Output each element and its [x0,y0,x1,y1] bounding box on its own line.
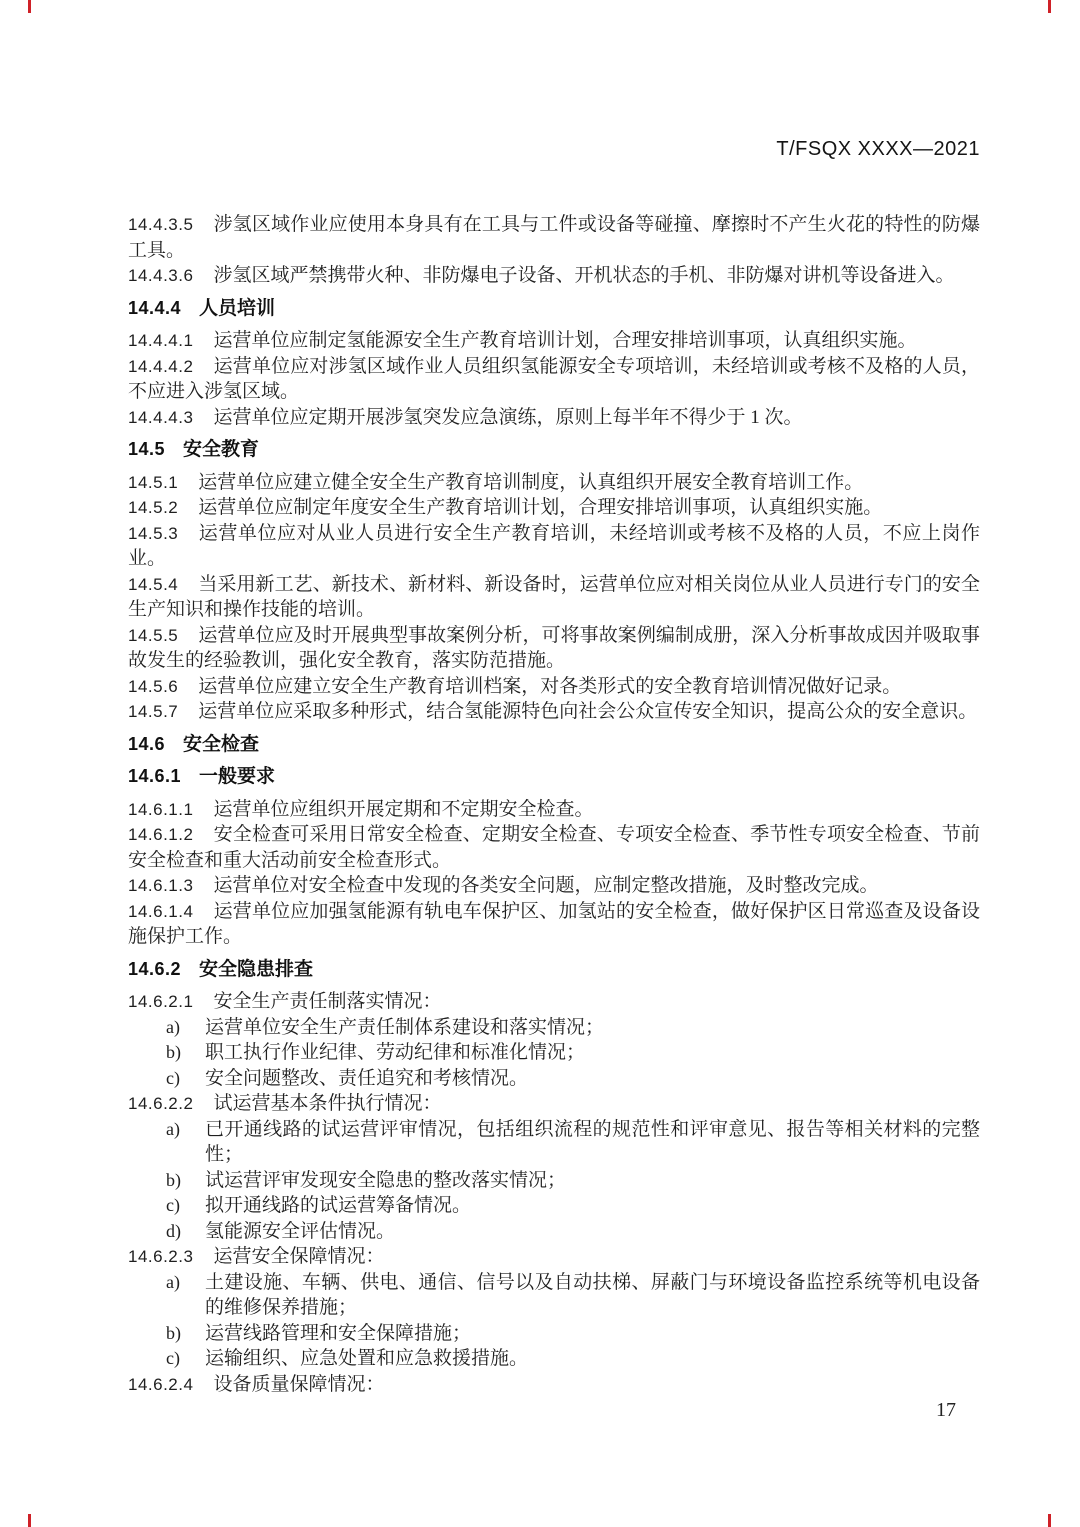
clause-number: 14.4.4.1 [128,331,194,350]
list-item-text: 试运营评审发现安全隐患的整改落实情况； [205,1169,567,1191]
clause-text: 运营单位应建立健全安全生产教育培训制度，认真组织开展安全教育培训工作。 [198,471,864,493]
clause-number: 14.6.1.1 [128,799,194,819]
clause-number: 14.5.1 [128,472,179,492]
clause-paragraph [128,989,980,1015]
heading-number: 14.6.1 [128,766,182,786]
list-item [128,1219,980,1245]
clause-number: 14.4.4.2 [128,356,194,376]
clause-paragraph [128,1372,980,1398]
clause-text: 运营单位应加强氢能源有轨电车保护区、加氢站的安全检查，做好保护区日常巡查及设备设施保护工作。 [128,900,980,947]
clause-paragraph [128,674,980,700]
clause-paragraph [128,521,980,572]
clause-paragraph [128,1244,980,1270]
clause-paragraph [128,899,980,950]
standard-code-header: T/FSQX XXXX—2021 [776,138,980,160]
clause-number: 14.6.1.3 [128,876,194,895]
list-item-label: a) [166,1271,180,1292]
clause-number: 14.5.3 [128,523,179,543]
clause-text: 运营安全保障情况： [213,1246,385,1267]
list-item [128,1346,980,1372]
heading-number: 14.5 [128,439,166,459]
list-item-text: 已开通线路的试运营评审情况，包括组织流程的规范性和评审意见、报告等相关材料的完整性； [205,1118,980,1165]
clause-number: 14.6.2.4 [128,1374,194,1394]
clause-number: 14.5.5 [128,625,179,645]
list-item-label: b) [166,1042,181,1062]
heading-number: 14.6 [128,733,166,754]
list-item-label: a) [166,1118,180,1139]
clause-number: 14.5.7 [128,702,179,721]
clause-paragraph [128,623,980,674]
clause-paragraph [128,797,980,823]
list-item-text: 安全问题整改、责任追究和考核情况。 [205,1067,529,1089]
list-item-text: 运营线路管理和安全保障措施； [205,1322,472,1344]
clause-paragraph [128,1091,980,1117]
heading-number: 14.6.2 [128,958,182,979]
clause-text: 运营单位应采取多种形式，结合氢能源特色向社会公众宣传安全知识，提高公众的安全意识。 [198,701,978,722]
clause-text: 涉氢区域作业应使用本身具有在工具与工件或设备等碰撞、摩擦时不产生火花的特性的防爆工具。 [128,214,980,261]
clause-number: 14.4.3.6 [128,266,194,285]
crop-mark-bottom-right [1048,1514,1051,1527]
heading-text: 安全隐患排查 [199,958,314,980]
clause-text: 运营单位应对涉氢区域作业人员组织氢能源安全专项培训，未经培训或考核不及格的人员，不应进入涉氢区域。 [128,355,980,402]
clause-text: 运营单位应定期开展涉氢突发应急演练，原则上每半年不得少于 1 次。 [213,406,803,428]
crop-mark-top-right [1048,0,1051,13]
clause-text: 运营单位应制定年度安全生产教育培训计划，合理安排培训事项，认真组织实施。 [198,497,883,518]
clause-paragraph [128,873,980,899]
list-item-text: 职工执行作业纪律、劳动纪律和标准化情况； [205,1042,586,1063]
list-item [128,1117,980,1168]
section-heading [128,957,980,983]
heading-text: 安全检查 [183,733,260,755]
clause-number: 14.6.1.2 [128,825,194,844]
clause-number: 14.5.6 [128,676,179,696]
clause-text: 运营单位应制定氢能源安全生产教育培训计划，合理安排培训事项，认真组织实施。 [213,330,917,351]
crop-mark-top-left [28,0,31,13]
heading-text: 人员培训 [199,297,276,319]
clause-number: 14.6.1.4 [128,901,194,921]
list-item [128,1321,980,1347]
list-item-label: c) [166,1195,180,1215]
list-item-text: 运营单位安全生产责任制体系建设和落实情况； [205,1016,605,1038]
list-item [128,1066,980,1092]
clause-text: 运营单位应及时开展典型事故案例分析，可将事故案例编制成册，深入分析事故成因并吸取事故发生的经验教训，强化安全教育，落实防范措施。 [128,624,980,671]
section-heading [128,732,980,758]
clause-paragraph [128,470,980,496]
clause-number: 14.6.2.2 [128,1094,194,1113]
clause-text: 设备质量保障情况： [213,1373,385,1395]
heading-number: 14.4.4 [128,297,182,318]
clause-paragraph [128,572,980,623]
clause-number: 14.6.2.3 [128,1247,194,1266]
clause-number: 14.5.4 [128,574,179,594]
list-item-label: c) [166,1067,180,1088]
list-item [128,1015,980,1041]
clause-paragraph [128,263,980,289]
section-heading [128,764,980,790]
section-heading [128,296,980,322]
list-item-label: b) [166,1322,181,1343]
clause-paragraph [128,495,980,521]
clause-text: 当采用新工艺、新技术、新材料、新设备时，运营单位应对相关岗位从业人员进行专门的安全生产知识和操作技能的培训。 [128,573,980,620]
page-number: 17 [936,1399,956,1421]
clause-text: 运营单位对安全检查中发现的各类安全问题，应制定整改措施，及时整改完成。 [213,875,879,896]
clause-text: 运营单位应组织开展定期和不定期安全检查。 [213,798,594,820]
clause-paragraph [128,405,980,431]
clause-text: 安全检查可采用日常安全检查、定期安全检查、专项安全检查、季节性专项安全检查、节前安全检查和重大活动前安全检查形式。 [128,824,980,871]
list-item [128,1168,980,1194]
clause-text: 试运营基本条件执行情况： [213,1093,442,1114]
list-item [128,1270,980,1321]
clause-number: 14.4.4.3 [128,407,194,427]
list-item-text: 土建设施、车辆、供电、通信、信号以及自动扶梯、屏蔽门与环境设备监控系统等机电设备的维修保养措施； [205,1271,980,1318]
clause-text: 运营单位应建立安全生产教育培训档案，对各类形式的安全教育培训情况做好记录。 [198,675,902,697]
heading-text: 安全教育 [183,439,260,460]
crop-mark-bottom-left [28,1514,31,1527]
list-item-text: 运输组织、应急处置和应急救援措施。 [205,1348,529,1369]
clause-paragraph [128,699,980,725]
clause-text: 运营单位应对从业人员进行安全生产教育培训，未经培训或考核不及格的人员，不应上岗作业。 [128,522,980,569]
list-item-text: 拟开通线路的试运营筹备情况。 [205,1195,472,1216]
clause-number: 14.6.2.1 [128,992,194,1011]
list-item-text: 氢能源安全评估情况。 [205,1220,396,1242]
clause-text: 安全生产责任制落实情况： [213,991,442,1012]
section-heading [128,437,980,463]
clause-number: 14.5.2 [128,498,179,517]
list-item-label: a) [166,1016,180,1037]
heading-text: 一般要求 [199,766,276,787]
list-item-label: b) [166,1169,181,1190]
clause-paragraph [128,822,980,873]
clause-text: 涉氢区域严禁携带火种、非防爆电子设备、开机状态的手机、非防爆对讲机等设备进入。 [213,265,955,286]
document-body [128,212,980,1397]
list-item-label: d) [166,1220,181,1241]
list-item [128,1193,980,1219]
list-item-label: c) [166,1348,180,1368]
clause-paragraph [128,212,980,263]
clause-paragraph [128,328,980,354]
clause-number: 14.4.3.5 [128,215,194,234]
clause-paragraph [128,354,980,405]
list-item [128,1040,980,1066]
